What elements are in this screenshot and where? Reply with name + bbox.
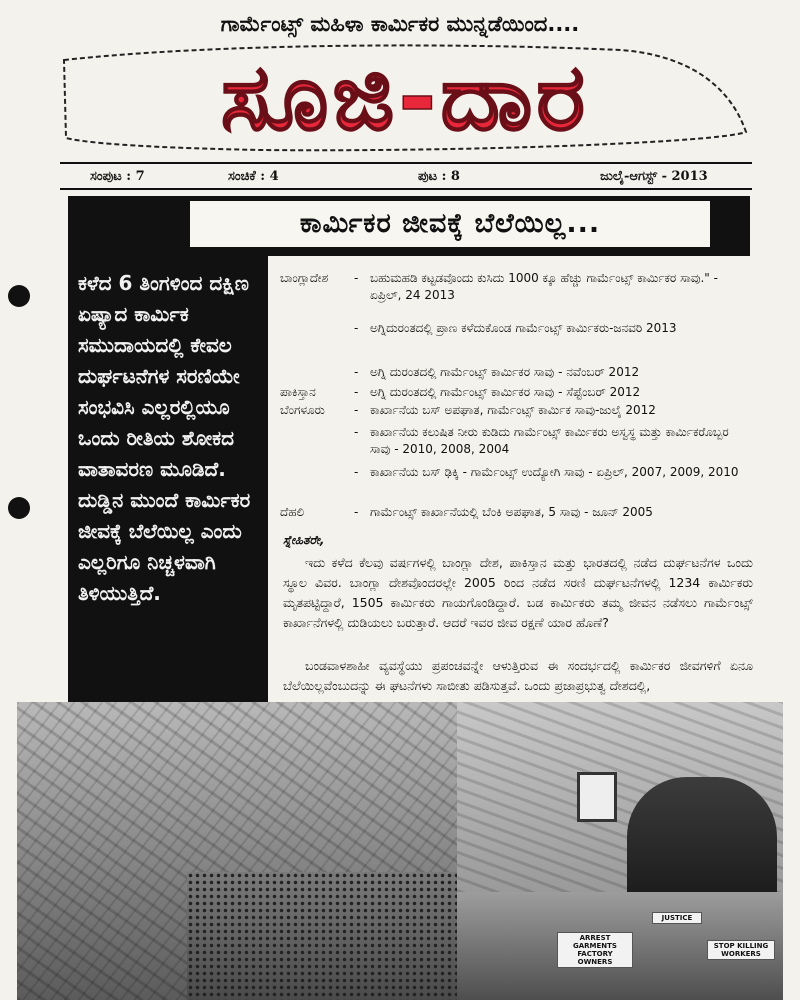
sidebar-intro-text: ಕಳೆದ 6 ತಿಂಗಳಿಂದ ದಕ್ಷಿಣ ಏಷ್ಯಾದ ಕಾರ್ಮಿಕ ಸಮುದಾಯದಲ್ಲಿ ಕೇವಲ ದುರ್ಘಟನೆಗಳ ಸರಣಿಯೇ ಸಂಭವಿಸಿ ಎಲ್ಲರಲ್ಲಿಯೂ ಒಂದು ರೀತಿಯ ಶೋಕದ ವಾತಾವರಣ ಮೂಡಿದೆ. ದುಡ್ಡಿನ ಮುಂದೆ ಕಾರ್ಮಿಕರ ಜೀವಕ್ಕೆ ಬೆಲೆಯಿಲ್ಲ ಎಂದು ಎಲ್ಲರಿಗೂ ನಿಚ್ಚಳವಾಗಿ ತಿಳಿಯುತ್ತಿದೆ. [68, 256, 268, 702]
headline-title: ಕಾರ್ಮಿಕರ ಜೀವಕ್ಕೆ ಬೆಲೆಯಿಲ್ಲ... [190, 201, 710, 247]
incident-dash: - [354, 425, 359, 439]
masthead-tagline: ಗಾರ್ಮೆಂಟ್ಸ್ ಮಹಿಳಾ ಕಾರ್ಮಿಕರ ಮುನ್ನಡೆಯಿಂದ.... [220, 12, 580, 36]
incident-place: ಬೆಂಗಳೂರು [280, 403, 325, 417]
masthead-title: ಸೂಜಿ-ದಾರ [220, 43, 590, 151]
incident-dash: - [354, 385, 359, 399]
incident-text: ಕಾರ್ಖಾನೆಯ ಬಸ್ ಅಪಘಾತ, ಗಾರ್ಮೆಂಟ್ಸ್ ಕಾರ್ಮಿಕ ಸಾವು-ಜುಲೈ 2012 [370, 403, 656, 417]
headline-banner [68, 196, 750, 256]
incident-dash: - [354, 271, 359, 285]
incident-place: ಬಾಂಗ್ಲಾದೇಶ [280, 271, 329, 285]
body-paragraph-1: ಇದು ಕಳೆದ ಕೆಲವು ವರ್ಷಗಳಲ್ಲಿ ಬಾಂಗ್ಲಾ ದೇಶ, ಪಾಕಿಸ್ತಾನ ಮತ್ತು ಭಾರತದಲ್ಲಿ ನಡೆದ ದುರ್ಘಟನೆಗಳ ಒಂದು ಸ್ಥೂಲ ವಿವರ. ಬಾಂಗ್ಲಾ ದೇಶವೊಂದರಲ್ಲೇ 2005 ರಿಂದ ನಡೆದ ಸರಣಿ ದುರ್ಘಟನೆಗಳಲ್ಲಿ 1234 ಕಾರ್ಮಿಕರು ಮೃತಪಟ್ಟಿದ್ದಾರೆ, 1505 ಕಾರ್ಮಿಕರು ಗಾಯಗೊಂಡಿದ್ದಾರೆ. ಬಡ ಕಾರ್ಮಿಕರು ತಮ್ಮ ಜೀವನ ನಡೆಸಲು ಗಾರ್ಮೆಂಟ್ಸ್ ಕಾರ್ಖಾನೆಗಳಲ್ಲಿ ದುಡಿಯಲು ಬರುತ್ತಾರೆ. ಆದರೆ ಇವರ ಜೀವ ರಕ್ಷಣೆ ಯಾರ ಹೊಣೆ? [283, 555, 753, 630]
incident-text: ಗಾರ್ಮೆಂಟ್ಸ್ ಕಾರ್ಖಾನೆಯಲ್ಲಿ ಬೆಂಕಿ ಅಪಘಾತ, 5 ಸಾವು - ಜೂನ್ 2005 [370, 505, 653, 519]
issue-pages: ಪುಟ : 8 [418, 168, 460, 184]
greeting: ಸ್ನೇಹಿತರೇ, [283, 533, 325, 547]
issue-info-bar [60, 162, 752, 190]
protest-placard: ARREST GARMENTS FACTORY OWNERS [557, 932, 633, 968]
photo-frame-held [577, 772, 617, 822]
mourning-woman-photo [457, 702, 783, 892]
incident-text: ಕಾರ್ಖಾನೆಯ ಬಸ್ ಢಿಕ್ಕಿ - ಗಾರ್ಮೆಂಟ್ಸ್ ಉದ್ಯೋಗಿ ಸಾವು - ಏಪ್ರಿಲ್, 2007, 2009, 2010 [370, 465, 739, 479]
incident-text: ಅಗ್ನಿದುರಂತದಲ್ಲಿ ಪ್ರಾಣ ಕಳೆದುಕೊಂಡ ಗಾರ್ಮೆಂಟ್ಸ್ ಕಾರ್ಮಿಕರು-ಜನವರಿ 2013 [370, 321, 677, 335]
incident-place: ದೆಹಲಿ [280, 505, 305, 519]
punch-hole-top [8, 285, 30, 307]
punch-hole-bottom [8, 497, 30, 519]
incident-dash: - [354, 505, 359, 519]
protest-placard: JUSTICE [652, 912, 702, 924]
body-paragraph-2: ಬಂಡವಾಳಶಾಹೀ ವ್ಯವಸ್ಥೆಯು ಪ್ರಪಂಚವನ್ನೇ ಆಳುತ್ತಿರುವ ಈ ಸಂದರ್ಭದಲ್ಲಿ ಕಾರ್ಮಿಕರ ಜೀವಗಳಿಗೆ ಏನೂ ಬೆಲೆಯಿಲ್ಲವೆಂಬುದನ್ನು ಈ ಘಟನೆಗಳು ಸಾಬೀತು ಪಡಿಸುತ್ತವೆ. ಒಂದು ಪ್ರಜಾಪ್ರಭುತ್ವ ದೇಶದಲ್ಲಿ, [283, 658, 753, 693]
photo-collage [17, 702, 783, 1000]
crowd-photo [187, 872, 467, 1000]
incident-dash: - [354, 321, 359, 335]
incident-text: ಅಗ್ನಿ ದುರಂತದಲ್ಲಿ ಗಾರ್ಮೆಂಟ್ಸ್ ಕಾರ್ಮಿಕರ ಸಾವು - ನವೆಂಬರ್ 2012 [370, 365, 640, 379]
incident-dash: - [354, 365, 359, 379]
protest-placard: STOP KILLING WORKERS [707, 940, 775, 960]
incident-dash: - [354, 403, 359, 417]
incident-text: ಕಾರ್ಖಾನೆಯ ಕಲುಷಿತ ನೀರು ಕುಡಿದು ಗಾರ್ಮೆಂಟ್ಸ್ ಕಾರ್ಮಿಕರು ಅಸ್ವಸ್ಥ ಮತ್ತು ಕಾರ್ಮಿಕರೊಬ್ಬರ ಸಾವು - 2010, 2008, 2004 [370, 425, 729, 456]
incident-list [272, 262, 750, 527]
protest-photo [457, 892, 783, 1000]
issue-date: ಜುಲೈ-ಆಗಸ್ಟ್ - 2013 [600, 168, 708, 184]
woman-figure [627, 777, 777, 892]
issue-number: ಸಂಚಿಕೆ : 4 [228, 168, 279, 184]
incident-place: ಪಾಕಿಸ್ತಾನ [280, 385, 316, 399]
incident-dash: - [354, 465, 359, 479]
incident-text: ಅಗ್ನಿ ದುರಂತದಲ್ಲಿ ಗಾರ್ಮೆಂಟ್ಸ್ ಕಾರ್ಮಿಕರ ಸಾವು - ಸೆಪ್ಟೆಂಬರ್ 2012 [370, 385, 641, 399]
issue-volume: ಸಂಪುಟ : 7 [90, 168, 145, 184]
incident-text: ಬಹುಮಹಡಿ ಕಟ್ಟಡವೊಂದು ಕುಸಿದು 1000 ಕ್ಕೂ ಹೆಚ್ಚು ಗಾರ್ಮೆಂಟ್ಸ್ ಕಾರ್ಮಿಕರ ಸಾವು." - ಏಪ್ರಿಲ್, 24 2013 [370, 271, 718, 302]
